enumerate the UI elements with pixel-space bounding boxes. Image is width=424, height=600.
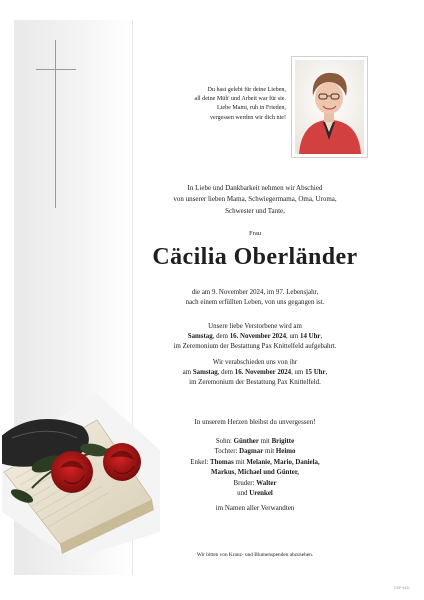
- book-and-roses-image: [2, 392, 160, 562]
- farewell-date-line: [140, 368, 370, 378]
- text-fragment: , um: [291, 369, 306, 377]
- viewing-line: im Zeremonium der Bestattung Pax Knittelfeld aufgebahrt.: [173, 343, 337, 351]
- poem-line: vergessen werden wir dich nie!: [209, 114, 286, 121]
- family-grandchildren: [140, 458, 370, 468]
- viewing-line: Unsere liebe Verstorbene wird am: [208, 323, 302, 330]
- family-member: Markus, Michael und Günter,: [211, 469, 299, 477]
- family-member: Brigitte: [271, 438, 295, 445]
- text-fragment: , um: [286, 333, 301, 341]
- farewell-time: 15 Uhr: [305, 369, 326, 377]
- portrait-image: [295, 60, 364, 154]
- death-line: die am 9. November 2024, im 97. Lebensjahr,: [191, 289, 319, 296]
- deceased-name: Cäcilia Oberländer: [152, 244, 358, 270]
- poem-line: all deine Müh' und Arbeit war für sie.: [194, 96, 286, 103]
- family-grandchildren-cont: [140, 468, 370, 478]
- poem-line: Liebe Mami, ruh in Frieden,: [216, 105, 286, 112]
- family-label: Sohn:: [215, 438, 234, 445]
- intro-line: Schwester und Tante,: [225, 206, 285, 215]
- text-fragment: ,: [320, 333, 323, 341]
- closing-line: im Namen aller Verwandten: [215, 504, 295, 512]
- poem-line: Du hast gelebt für deine Lieben,: [207, 87, 286, 93]
- text-fragment: mit: [263, 448, 276, 456]
- family-label: Enkel:: [190, 458, 211, 466]
- death-notice: [140, 288, 370, 308]
- text-fragment: , dem: [217, 369, 235, 377]
- family-member: Heimo: [275, 448, 296, 456]
- family-great-grandchildren: [140, 489, 370, 499]
- viewing-time: 14 Uhr: [300, 333, 321, 341]
- cross-icon-horizontal: [36, 69, 76, 70]
- footer-code: DSP 9431: [394, 586, 410, 590]
- farewell-day: Samstag: [192, 369, 218, 377]
- family-list: [140, 437, 370, 499]
- intro-line: In Liebe und Dankbarkeit nehmen wir Abschied: [187, 184, 323, 192]
- text-fragment: , dem: [212, 333, 230, 341]
- family-label: Bruder:: [233, 479, 257, 487]
- intro-line: von unserer lieben Mama, Schwiegermama, Oma, Uroma,: [173, 195, 337, 204]
- farewell-notice: [140, 358, 370, 389]
- family-member: Walter: [256, 479, 277, 487]
- salutation: Frau: [248, 230, 262, 237]
- viewing-date-line: [140, 332, 370, 342]
- text-fragment: und: [237, 490, 250, 498]
- family-daughter: [140, 447, 370, 457]
- family-son: [140, 437, 370, 447]
- text-fragment: ,: [325, 369, 328, 377]
- family-member: Urenkel: [249, 490, 273, 498]
- family-member: Thomas: [210, 458, 234, 466]
- text-fragment: mit: [258, 438, 272, 445]
- poem: [140, 86, 286, 123]
- farewell-date: 16. November 2024: [234, 369, 292, 377]
- viewing-date: 16. November 2024: [229, 333, 287, 341]
- family-member: Melanie, Mario, Daniela,: [246, 458, 320, 466]
- death-line: nach einem erfüllten Leben, von uns gegangen ist.: [185, 299, 325, 307]
- memory-line: In unserem Herzen bleibst du unvergessen!: [194, 418, 316, 426]
- viewing-day: Samstag: [187, 333, 213, 341]
- text-fragment: mit: [233, 458, 247, 466]
- viewing-notice: [140, 322, 370, 353]
- farewell-line: im Zeremonium der Bestattung Pax Knittelfeld.: [189, 379, 321, 387]
- portrait-photo: [291, 56, 368, 158]
- family-brother: [140, 479, 370, 489]
- farewell-line: Wir verabschieden uns von ihr: [212, 359, 298, 366]
- family-member: Günther: [233, 438, 259, 445]
- family-member: Dagmar: [239, 448, 264, 456]
- cross-icon-vertical: [55, 40, 56, 208]
- family-label: Tochter:: [214, 448, 240, 456]
- text-fragment: am: [182, 369, 193, 377]
- intro-text: [140, 183, 370, 217]
- donation-note: Wir bitten von Kranz- und Blumenspenden abzusehen.: [196, 552, 314, 558]
